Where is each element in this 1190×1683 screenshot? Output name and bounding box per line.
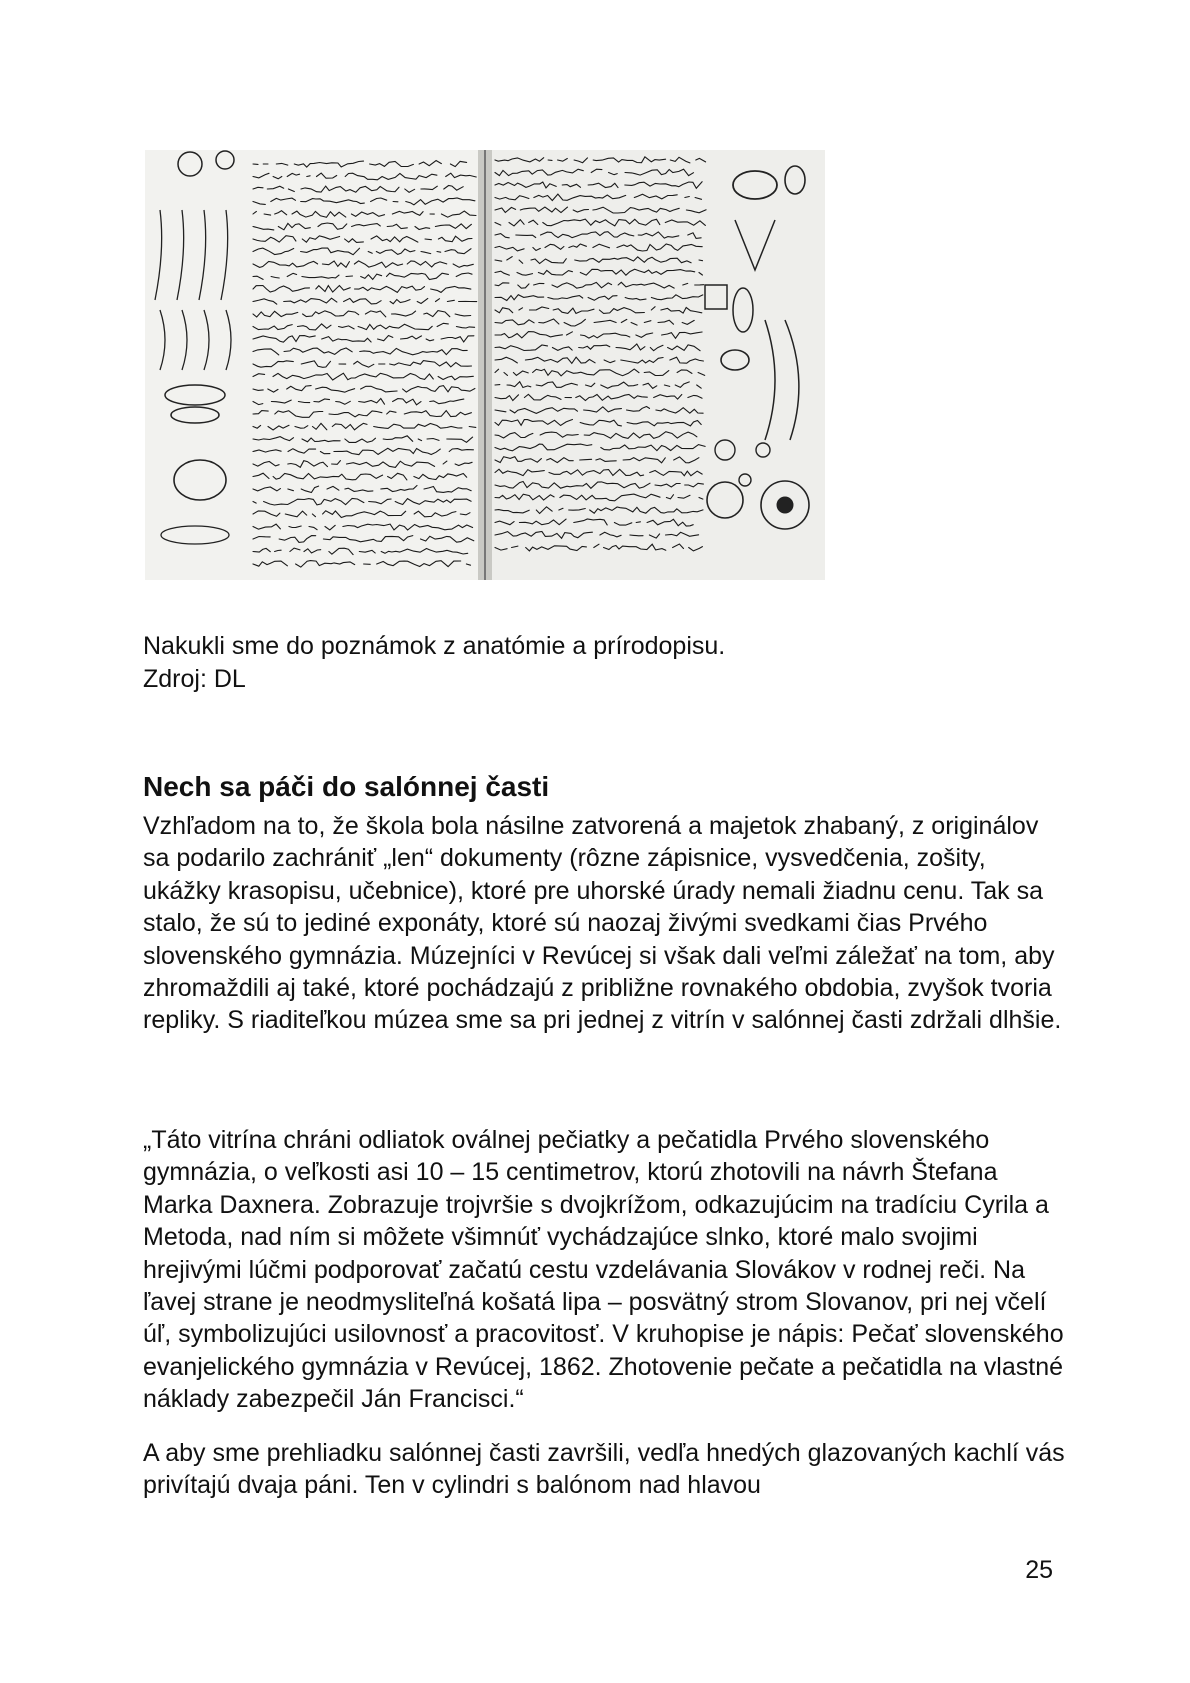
paragraph-1: Vzhľadom na to, že škola bola násilne zatvorená a majetok zhabaný, z originálov sa podarilo zachrániť „len“ dokumenty (rôzne zápisnice, vysvedčenia, zošity, ukážky krasopisu, učebnice), ktoré pre uhorské úrady nemali žiadnu cenu. Tak sa stalo, že sú to jediné exponáty, ktoré sú naozaj živými svedkami čias Prvého slovenského gymnázia. Múzejníci v Revúcej si však dali veľmi záležať na tom, aby zhromaždili aj také, ktoré pochádzajú z približne rovnakého obdobia, zvyšok tvoria repliky. S riaditeľkou múzea sme sa pri jednej z vitrín v salónnej časti zdržali dlhšie. (143, 812, 1062, 1035)
notebook-photo (145, 150, 825, 580)
page-number: 25 (1025, 1556, 1053, 1584)
figure-caption (143, 630, 725, 696)
handwritten-notebook-image (145, 150, 825, 580)
paragraph-2: „Táto vitrína chráni odliatok oválnej pečiatky a pečatidla Prvého slovenského gymnázia, o veľkosti asi 10 – 15 centimetrov, ktorú zhotovili na návrh Štefana Marka Daxnera. Zobrazuje trojvršie s dvojkrížom, odkazujúcim na tradíciu Cyrila a Metoda, nad ním si môžete všimnúť vychádzajúce slnko, ktoré malo svojimi hrejivými lúčmi podporovať začatú cestu vzdelávania Slovákov v rodnej reči. Na ľavej strane je neodmysliteľná košatá lipa – posvätný strom Slovanov, pri nej včelí úľ, symbolizujúci usilovnosť a pracovitosť. V kruhopise je nápis: Pečať slovenského evanjelického gymnázia v Revúcej, 1862. Zhotovenie pečate a pečatidla na vlastné náklady zabezpečil Ján Francisci.“ (143, 1126, 1064, 1414)
section-heading: Nech sa páči do salónnej časti (143, 771, 550, 802)
caption-text: Nakukli sme do poznámok z anatómie a prírodopisu. (143, 632, 726, 660)
paragraph-3: A aby sme prehliadku salónnej časti završili, vedľa hnedých glazovaných kachlí vás privítajú dvaja páni. Ten v cylindri s balónom nad hlavou (143, 1439, 1065, 1500)
caption-source: Zdroj: DL (143, 665, 246, 693)
